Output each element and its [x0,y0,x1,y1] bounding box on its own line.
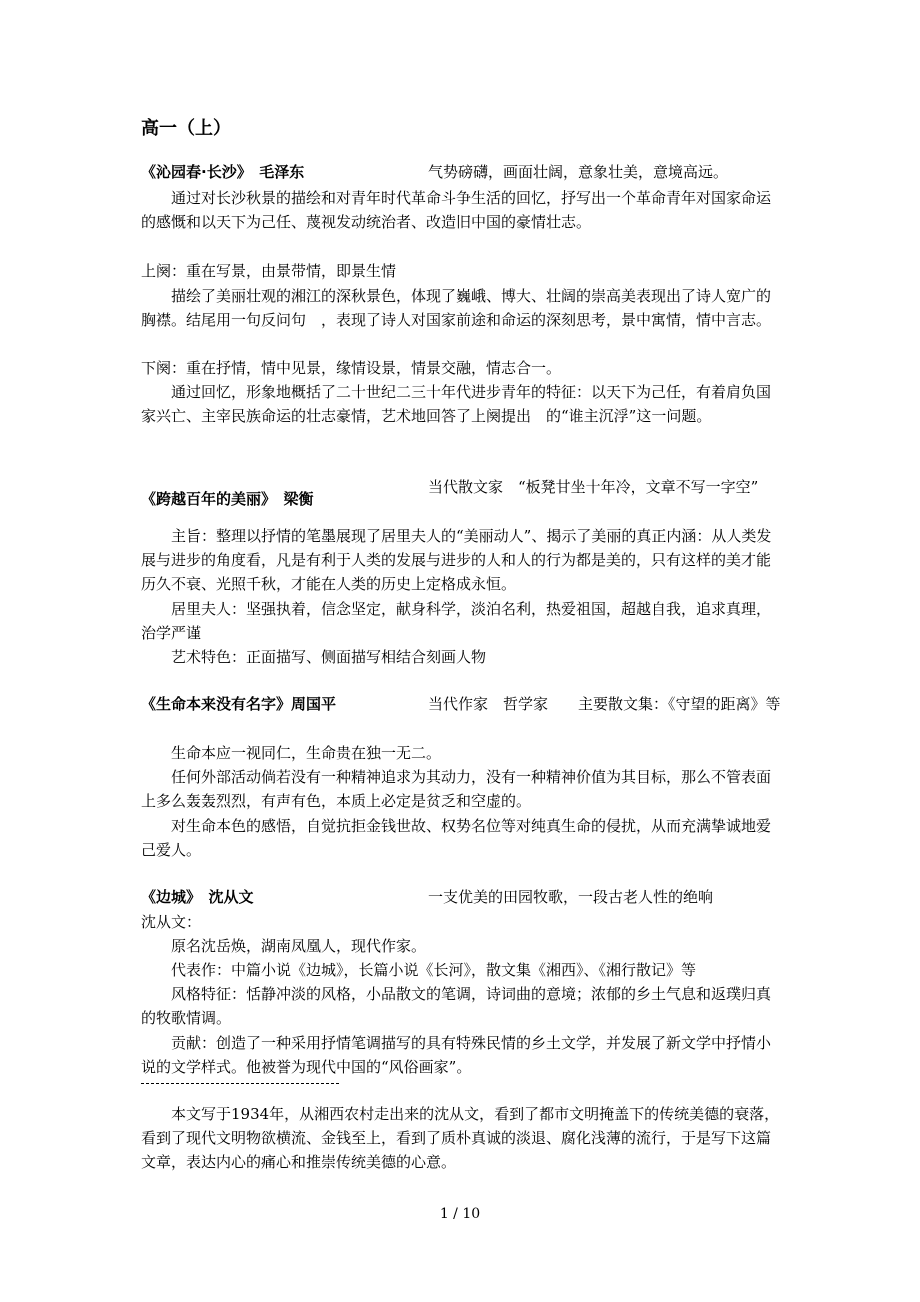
paragraph: 沈从文： [141,913,202,931]
paragraph: 风格特征：恬静冲淡的风格，小品散文的笔调，诗词曲的意境；浓郁的乡土气息和返璞归真的牧歌情调。 [141,985,772,1027]
work-title: 《跨越百年的美丽》 梁衡 [141,490,314,508]
paragraph: 通过回忆，形象地概括了二十世纪二三十年代进步青年的特征：以天下为己任，有着肩负国家兴亡、主宰民族命运的壮志豪情，艺术地回答了上阕提出 的“谁主沉浮”这一问题。 [141,383,772,425]
work-note: 当代散文家 “板凳甘坐十年冷，文章不写一字空” [428,478,759,496]
paragraph: 原名沈岳焕，湖南凤凰人，现代作家。 [171,937,427,955]
work-note: 一支优美的田园牧歌，一段古老人性的绝响 [428,888,714,906]
work-title: 《边城》 沈从文 [141,888,254,906]
paragraph: 通过对长沙秋景的描绘和对青年时代革命斗争生活的回忆，抒写出一个革命青年对国家命运的感慨和以天下为己任、蔑视发动统治者、改造旧中国的豪情壮志。 [141,189,772,231]
paragraph: 艺术特色：正面描写、侧面描写相结合刻画人物 [171,648,487,666]
work-title: 《生命本来没有名字》周国平 [141,695,337,713]
paragraph: 主旨：整理以抒情的笔墨展现了居里夫人的“美丽动人”、揭示了美丽的真正内涵：从人类发展与进步的角度看，凡是有利于人类的发展与进步的人和人的行为都是美的，只有这样的美才能历久不衰、光照千秋，才能在人类的历史上定格成永恒。 [141,527,772,593]
paragraph: 任何外部活动倘若没有一种精神追求为其动力，没有一种精神价值为其目标，那么不管表面上多么轰轰烈烈，有声有色，本质上必定是贫乏和空虚的。 [141,768,772,810]
page-heading: 高一（上） [141,118,231,139]
paragraph: 下阕：重在抒情，情中见景，缘情设景，情景交融，情志合一。 [141,359,562,377]
paragraph: 本文写于1934年，从湘西农村走出来的沈从文，看到了都市文明掩盖下的传统美德的衰落，看到了现代文明物欲横流、金钱至上，看到了质朴真诚的淡退、腐化浅薄的流行，于是写下这篇文章，表达内心的痛心和推崇传统美德的心意。 [141,1105,780,1171]
work-note: 当代作家 哲学家 主要散文集：《守望的距离》等 [428,695,781,713]
paragraph: 贡献：创造了一种采用抒情笔调描写的具有特殊民情的乡土文学，并发展了新文学中抒情小说的文学样式。他被誉为现代中国的“风俗画家”。 [141,1034,772,1076]
divider [141,1083,339,1084]
paragraph: 生命本应一视同仁，生命贵在独一无二。 [171,744,442,762]
page-number: 1 / 10 [439,1206,481,1222]
paragraph: 居里夫人：坚强执着，信念坚定，献身科学，淡泊名利，热爱祖国，超越自我，追求真理，治学严谨 [141,600,772,642]
paragraph: 对生命本色的感悟，自觉抗拒金钱世故、权势名位等对纯真生命的侵扰，从而充满挚诚地爱己爱人。 [141,817,772,859]
work-title: 《沁园春·长沙》 毛泽东 [141,163,305,181]
paragraph: 描绘了美丽壮观的湘江的深秋景色，体现了巍峨、博大、壮阔的崇高美表现出了诗人宽广的胸襟。结尾用一句反问句 ，表现了诗人对国家前途和命运的深刻思考，景中寓情，情中言志。 [141,287,772,329]
paragraph: 上阕：重在写景，由景带情，即景生情 [141,262,397,280]
work-note: 气势磅礴，画面壮阔，意象壮美，意境高远。 [428,163,729,181]
paragraph: 代表作：中篇小说《边城》，长篇小说《长河》，散文集《湘西》、《湘行散记》等 [171,961,697,979]
